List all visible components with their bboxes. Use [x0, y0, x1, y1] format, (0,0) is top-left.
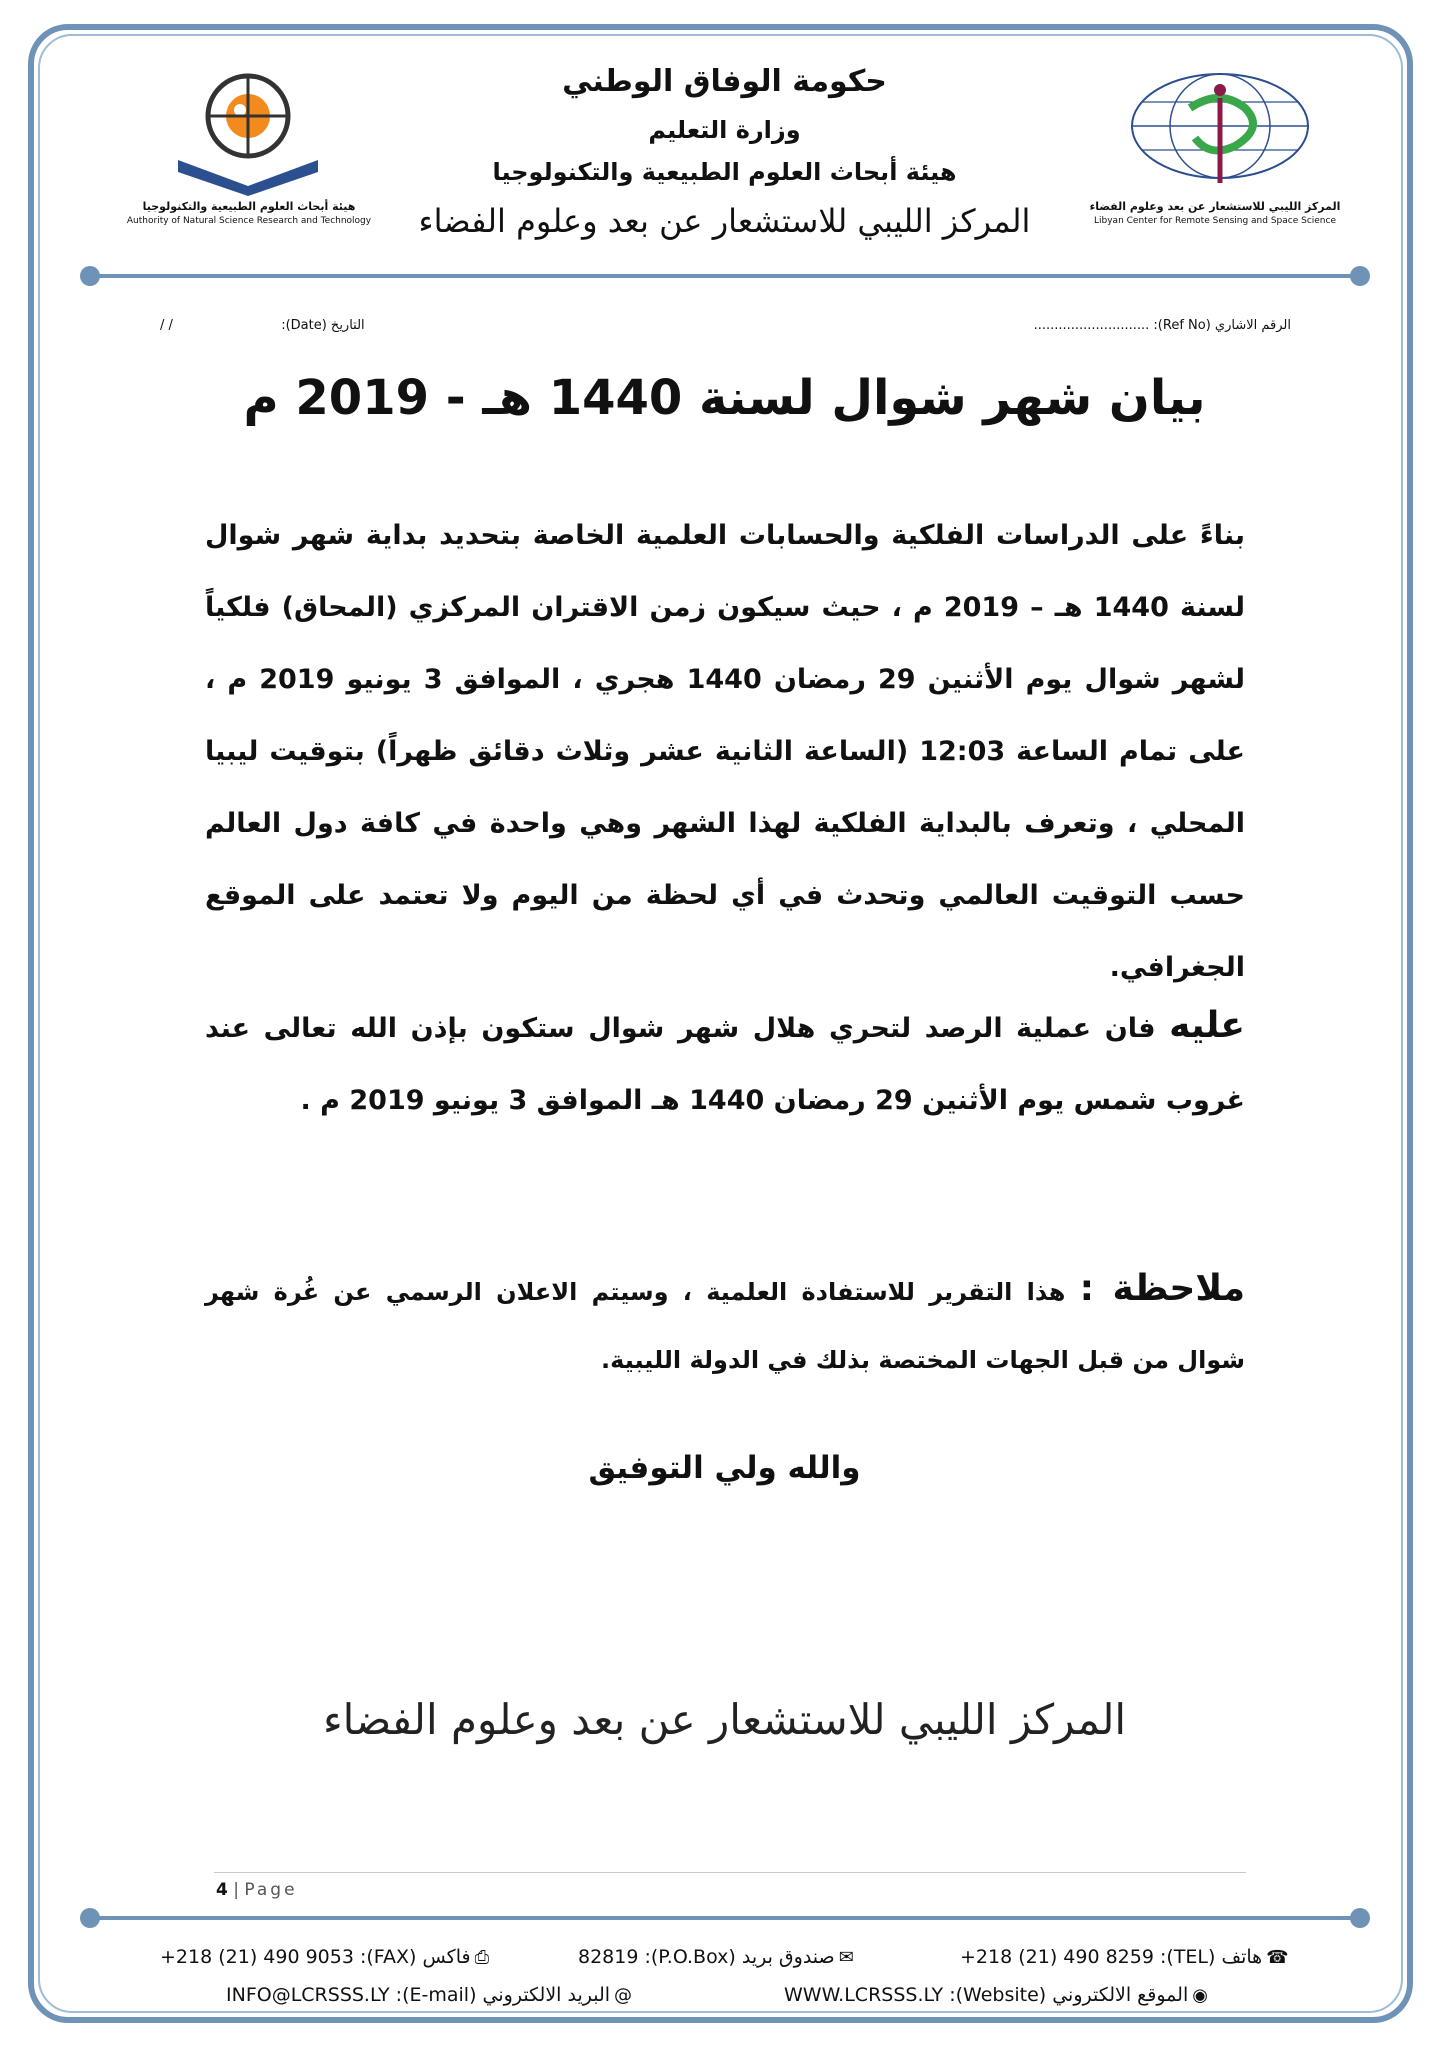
page-number [216, 1880, 298, 1900]
center-signature: المركز الليبي للاستشعار عن بعد وعلوم الفضاء [322, 1695, 1127, 1744]
footer-email[interactable] [226, 1984, 636, 2006]
note-lead: ملاحظة : [1079, 1268, 1245, 1309]
ref-number [1034, 318, 1291, 333]
mailbox-icon: ✉ [838, 1947, 854, 1968]
note-text: هذا التقرير للاستفادة العلمية ، وسيتم الاعلان الرسمي عن غُرة شهر شوال من قبل الجهات المختصة بذلك في الدولة الليبية. [205, 1278, 1245, 1374]
page-title: بيان شهر شوال لسنة 1440 هـ - 2019 م [243, 370, 1206, 426]
header-authority: هيئة أبحاث العلوم الطبيعية والتكنولوجيا [492, 158, 957, 186]
authority-caption-ar: هيئة أبحاث العلوم الطبيعية والتكنولوجيا [142, 200, 356, 213]
footer-pobox-text: 82819 :(P.O.Box) صندوق بريد [578, 1946, 835, 1968]
paragraph-calculation: بناءً على الدراسات الفلكية والحسابات العلمية الخاصة بتحديد بداية شهر شوال لسنة 1440 هـ – 2019 م ، حيث سيكون زمن الاقتران المركزي (المحاق) فلكياً لشهر شوال يوم الأثنين 29 رمضان 1440 هجري ، الموافق 3 يونيو 2019 م ، على تمام الساعة 12:03 (الساعة الثانية عشر وثلاث دقائق ظهراً) بتوقيت ليبيا المحلي ، وتعرف بالبداية الفلكية لهذا الشهر وهي واحدة في كافة دول العالم حسب التوقيت العالمي وتحدث في أي لحظة من اليوم ولا تعتمد على الموقع الجغرافي. [205, 520, 1245, 983]
date-label: التاريخ (Date): [281, 318, 365, 333]
footer-pobox [578, 1946, 858, 1968]
footer-website-text[interactable]: WWW.LCRSSS.LY :(Website) الموقع الالكتروني [784, 1984, 1189, 2006]
lcrsss-caption-ar: المركز الليبي للاستشعار عن بعد وعلوم الفضاء [1089, 200, 1341, 213]
fax-icon: ⎙ [474, 1947, 489, 1968]
date-field [160, 318, 365, 333]
ref-label: الرقم الاشاري (Ref No): [1153, 318, 1291, 333]
observation-text: فان عملية الرصد لتحري هلال شهر شوال ستكون بإذن الله تعالى عند غروب شمس يوم الأثنين 29 رمضان 1440 هـ الموافق 3 يونيو 2019 م . [205, 1013, 1245, 1116]
footer-fax-text: +218 (21) 490 9053 :(FAX) فاكس [160, 1946, 471, 1968]
page-number-sep: | [227, 1880, 245, 1900]
footer-rule-dot-right [1350, 1908, 1370, 1928]
email-icon: @ [614, 1985, 633, 2006]
paragraph-note [205, 1255, 1245, 1394]
footer-website[interactable] [784, 1984, 1212, 2006]
authority-caption-en: Authority of Natural Science Research and Technology [126, 216, 372, 226]
globe-icon: ◉ [1192, 1985, 1208, 2006]
header-rule [90, 274, 1360, 278]
page-number-value: 4 [216, 1880, 228, 1900]
observation-lead: عليه [1169, 1005, 1245, 1046]
header-ministry: وزارة التعليم [648, 116, 801, 144]
lcrsss-caption-en: Libyan Center for Remote Sensing and Space Science [1094, 216, 1336, 226]
footer-fax [160, 1946, 493, 1968]
footer-tel [960, 1946, 1293, 1968]
page-label: Page [244, 1880, 298, 1900]
header-government: حكومة الوفاق الوطني [562, 64, 887, 99]
header-rule-dot-right [1350, 266, 1370, 286]
page-footer-rule [214, 1872, 1246, 1873]
footer-rule-dot-left [80, 1908, 100, 1928]
closing-phrase: والله ولي التوفيق [588, 1450, 861, 1486]
ref-value: ............................ [1033, 318, 1150, 333]
phone-icon: ☎ [1266, 1947, 1289, 1968]
paragraph-observation [205, 990, 1245, 1137]
footer-email-text[interactable]: INFO@LCRSSS.LY :(E-mail) البريد الالكتروني [226, 1984, 611, 2006]
footer-rule [90, 1916, 1360, 1920]
header-center: المركز الليبي للاستشعار عن بعد وعلوم الفضاء [418, 202, 1031, 240]
footer-tel-text: +218 (21) 490 8259 :(TEL) هاتف [960, 1946, 1263, 1968]
header-rule-dot-left [80, 266, 100, 286]
date-value: / / [160, 318, 173, 333]
